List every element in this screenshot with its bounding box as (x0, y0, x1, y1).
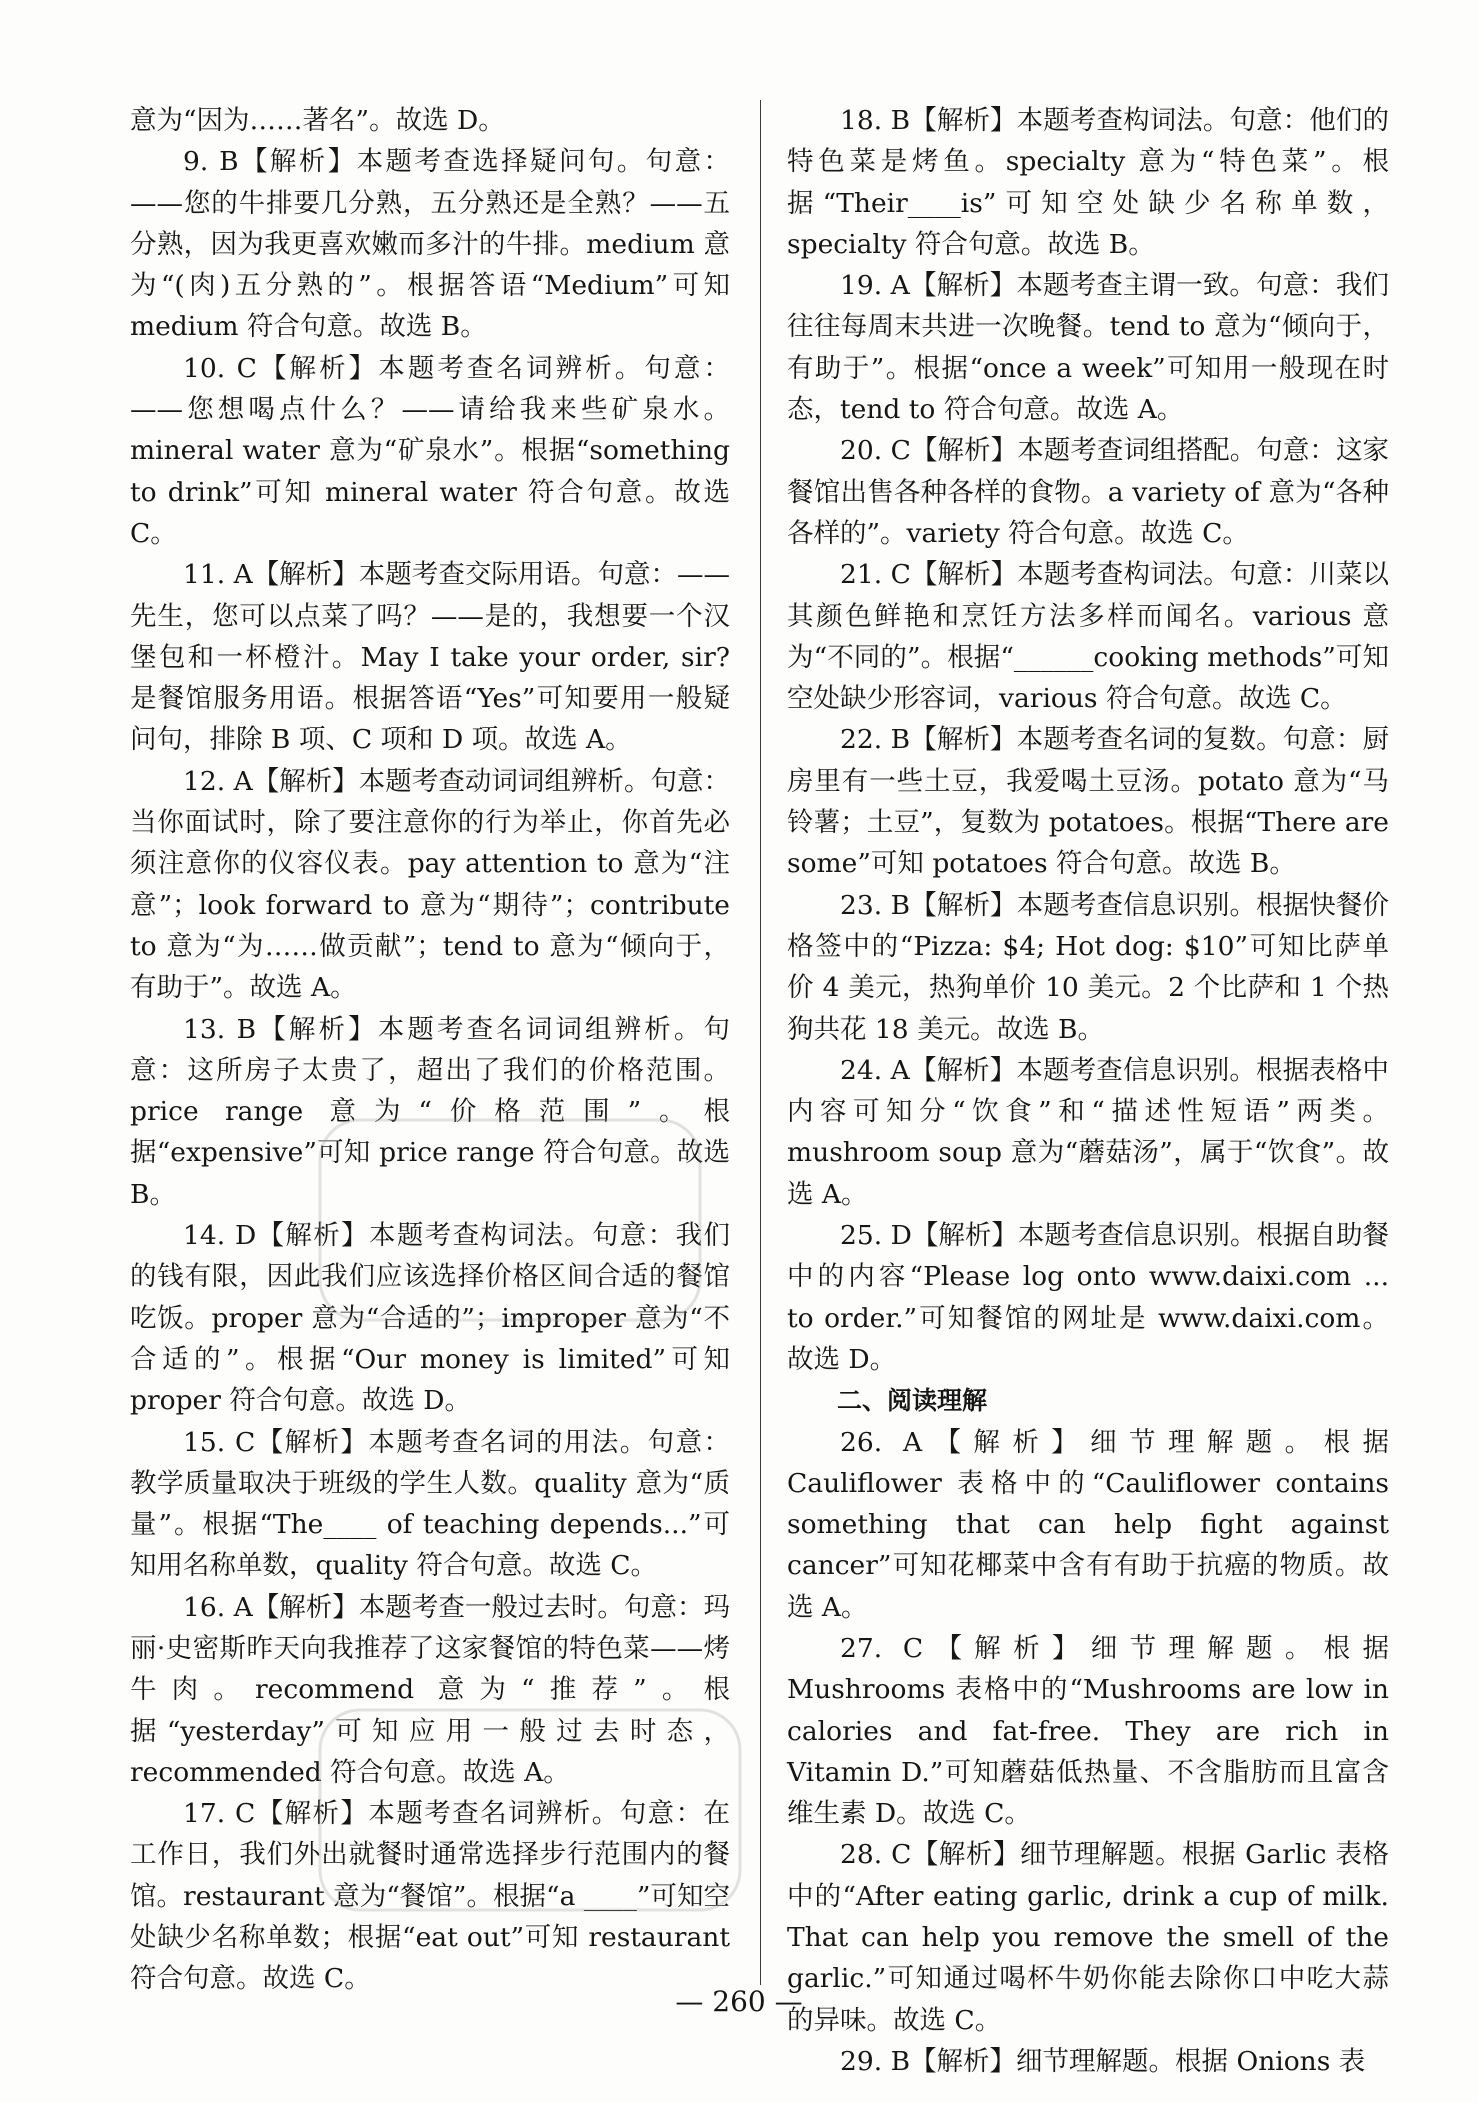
column-divider (760, 100, 761, 1985)
answer-paragraph: 9. B【解析】本题考查选择疑问句。句意：——您的牛排要几分熟，五分熟还是全熟？——五分熟，因为我更喜欢嫩而多汁的牛排。medium 意为“(肉)五分熟的”。根据答语“Medium”可知 medium 符合句意。故选 B。 (130, 146, 730, 343)
answer-paragraph: 14. D【解析】本题考查构词法。句意：我们的钱有限，因此我们应该选择价格区间合适的餐馆吃饭。proper 意为“合适的”；improper 意为“不合适的”。根据“Our money is limited”可知 proper 符合句意。故选 D。 (130, 1220, 730, 1417)
answer-paragraph: 27. C【解析】细节理解题。根据 Mushrooms 表格中的“Mushrooms are low in calories and fat-free. They are rich in Vitamin D.”可知蘑菇低热量、不含脂肪而且富含维生素 D。故选 C。 (787, 1632, 1389, 1830)
answer-paragraph: 20. C【解析】本题考查词组搭配。句意：这家餐馆出售各种各样的食物。a variety of 意为“各种各样的”。variety 符合句意。故选 C。 (787, 435, 1389, 549)
answer-paragraph: 10. C【解析】本题考查名词辨析。句意：——您想喝点什么？——请给我来些矿泉水。mineral water 意为“矿泉水”。根据“something to drink”可知 mineral water 符合句意。故选 C。 (130, 352, 730, 549)
answer-paragraph: 28. C【解析】细节理解题。根据 Garlic 表格中的“After eating garlic, drink a cup of milk. That can help you remove the smell of the garlic.”可知通过喝杯牛奶你能去除你口中吃大蒜的异味。故选 C。 (787, 1839, 1389, 2036)
section-heading: 二、阅读理解 (837, 1386, 988, 1416)
right-column (787, 100, 1389, 2082)
answer-paragraph: 18. B【解析】本题考查构词法。句意：他们的特色菜是烤鱼。specialty 意为“特色菜”。根据“Their____is”可知空处缺少名称单数，specialty 符合句意。故选 B。 (787, 105, 1389, 260)
answer-paragraph: 24. A【解析】本题考查信息识别。根据表格中内容可知分“饮食”和“描述性短语”两类。mushroom soup 意为“蘑菇汤”，属于“饮食”。故选 A。 (787, 1054, 1389, 1210)
answer-paragraph: 17. C【解析】本题考查名词辨析。句意：在工作日，我们外出就餐时通常选择步行范围内的餐馆。restaurant 意为“餐馆”。根据“a ____”可知空处缺少名称单数；根据“eat out”可知 restaurant 符合句意。故选 C。 (130, 1798, 730, 1995)
answer-paragraph: 意为“因为……著名”。故选 D。 (130, 105, 505, 136)
answer-paragraph: 11. A【解析】本题考查交际用语。句意：——先生，您可以点菜了吗？——是的，我想要一个汉堡包和一杯橙汁。May I take your order, sir? 是餐馆服务用语。根据答语“Yes”可知要用一般疑问句，排除 B 项、C 项和 D 项。故选 A。 (130, 559, 730, 756)
page-number: — 260 — (675, 1985, 803, 2018)
answer-paragraph: 12. A【解析】本题考查动词词组辨析。句意：当你面试时，除了要注意你的行为举止，你首先必须注意你的仪容仪表。pay attention to 意为“注意”；look forward to 意为“期待”；contribute to 意为“为……做贡献”；tend to 意为“倾向于，有助于”。故选 A。 (130, 765, 730, 1004)
answer-paragraph: 25. D【解析】本题考查信息识别。根据自助餐中的内容“Please log onto www.daixi.com ... to order.”可知餐馆的网址是 www.daixi.com。故选 D。 (787, 1220, 1389, 1375)
answer-paragraph: 29. B【解析】细节理解题。根据 Onions 表 (840, 2045, 1366, 2077)
answer-paragraph: 23. B【解析】本题考查信息识别。根据快餐价格签中的“Pizza: $4; Hot dog: $10”可知比萨单价 4 美元，热狗单价 10 美元。2 个比萨和 1 个热狗共花 18 美元。故选 B。 (787, 889, 1389, 1045)
answer-paragraph: 21. C【解析】本题考查构词法。句意：川菜以其颜色鲜艳和烹饪方法多样而闻名。various 意为“不同的”。根据“______cooking methods”可知空处缺少形容词，various 符合句意。故选 C。 (787, 559, 1389, 715)
answer-paragraph: 19. A【解析】本题考查主谓一致。句意：我们往往每周末共进一次晚餐。tend to 意为“倾向于，有助于”。根据“once a week”可知用一般现在时态，tend to 符合句意。故选 A。 (787, 270, 1389, 426)
answer-paragraph: 26. A【解析】细节理解题。根据 Cauliflower 表格中的“Cauliflower contains something that can help fight against cancer”可知花椰菜中含有有助于抗癌的物质。故选 A。 (787, 1426, 1389, 1623)
answer-paragraph: 15. C【解析】本题考查名词的用法。句意：教学质量取决于班级的学生人数。quality 意为“质量”。根据“The____ of teaching depends...”可知用名称单数，quality 符合句意。故选 C。 (130, 1426, 730, 1582)
answer-paragraph: 13. B【解析】本题考查名词词组辨析。句意：这所房子太贵了，超出了我们的价格范围。price range 意为“价格范围”。根据“expensive”可知 price range 符合句意。故选 B。 (130, 1013, 730, 1210)
answer-paragraph: 22. B【解析】本题考查名词的复数。句意：厨房里有一些土豆，我爱喝土豆汤。potato 意为“马铃薯；土豆”，复数为 potatoes。根据“There are some”可知 potatoes 符合句意。故选 B。 (787, 724, 1389, 880)
left-column (130, 100, 730, 2000)
answer-paragraph: 16. A【解析】本题考查一般过去时。句意：玛丽·史密斯昨天向我推荐了这家餐馆的特色菜——烤牛肉。recommend 意为“推荐”。根据“yesterday”可知应用一般过去时态，recommended 符合句意。故选 A。 (130, 1591, 730, 1788)
